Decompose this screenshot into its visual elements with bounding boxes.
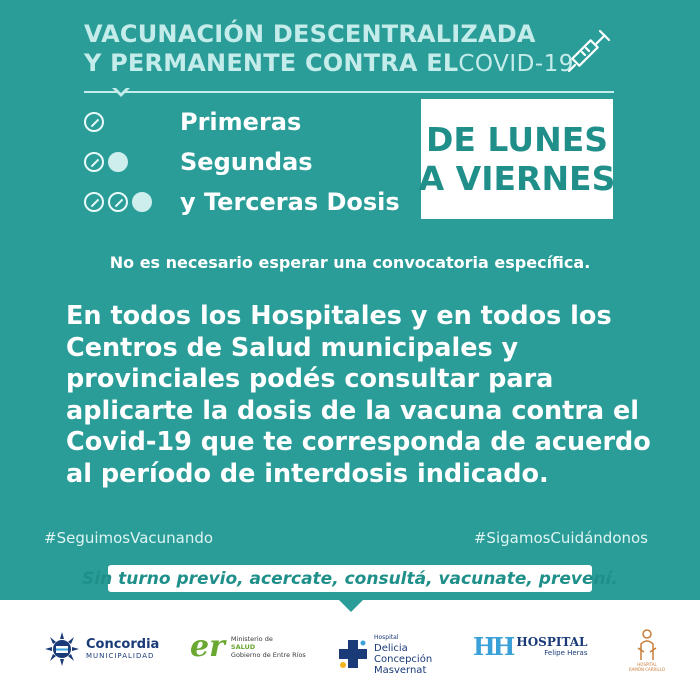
days-badge	[418, 99, 616, 219]
main-message-line: Covid-19 que te corresponda de acuerdo	[66, 427, 651, 457]
delicia-line-0: Hospital	[374, 634, 399, 641]
concordia-logo	[44, 632, 159, 666]
family-figure-icon	[635, 628, 659, 662]
cta-banner	[82, 565, 618, 592]
dose-label: y Terceras Dosis	[180, 188, 400, 216]
ministry-line-3: Gobierno de Entre Ríos	[230, 651, 306, 659]
ministry-mark: er	[190, 629, 225, 664]
title-line-1: VACUNACIÓN DESCENTRALIZADA	[84, 20, 536, 48]
footer-notch	[339, 600, 363, 612]
ministry-line-2: SALUD	[230, 643, 256, 651]
title-line-2-light: COVID-19	[458, 51, 574, 77]
delicia-line-2: Concepción	[374, 654, 433, 665]
days-line-2: A VIERNES	[418, 159, 616, 198]
hashtag-sigamos: #SigamosCuidándonos	[473, 529, 648, 547]
delicia-line-3: Masvernat	[374, 665, 427, 676]
header-title	[84, 20, 644, 79]
concordia-sub: MUNICIPALIDAD	[86, 652, 155, 660]
used-dose-icon	[84, 152, 104, 172]
syringe-icon	[566, 24, 616, 74]
used-dose-icon	[84, 192, 104, 212]
main-message-line: provinciales podés consultar para	[66, 364, 554, 394]
concordia-sun-icon	[44, 632, 80, 666]
new-dose-icon	[108, 152, 128, 172]
ministry-line-1: Ministerio de	[230, 635, 273, 643]
ramon-carrillo-logo	[624, 628, 670, 672]
header-rule	[84, 91, 614, 93]
main-message-line: al período de interdosis indicado.	[66, 458, 549, 489]
dose-label: Segundas	[180, 148, 313, 176]
notice-text: No es necesario esperar una convocatoria específica.	[109, 253, 591, 272]
main-message-line: En todos los Hospitales y en todos los	[66, 301, 612, 331]
heras-mark-icon: HH	[473, 632, 513, 661]
delicia-logo	[338, 632, 432, 676]
main-message-line: aplicarte la dosis de la vacuna contra el	[66, 395, 640, 426]
dose-icons	[84, 152, 128, 172]
ministry-text	[231, 635, 306, 659]
ramon-line-2: RAMÓN CARRILLO	[629, 667, 665, 672]
new-dose-icon	[132, 192, 152, 212]
ministry-logo	[190, 629, 306, 664]
dose-icons	[84, 112, 104, 132]
main-message-line: Centros de Salud municipales y	[66, 332, 519, 363]
concordia-text	[86, 638, 159, 660]
main-message	[66, 301, 686, 490]
title-line-2-bold: Y PERMANENTE CONTRA EL	[84, 49, 459, 77]
days-line-1: DE LUNES	[426, 120, 608, 159]
ramon-text	[624, 662, 670, 672]
concordia-name: Concordia	[86, 637, 160, 652]
heras-text	[516, 636, 587, 657]
heras-sub: Felipe Heras	[544, 649, 588, 657]
header-pointer	[112, 88, 130, 97]
heras-name: HOSPITAL	[516, 635, 588, 649]
heras-logo	[473, 632, 587, 661]
used-dose-icon	[108, 192, 128, 212]
cta-text: Sin turno previo, acercate, consultá, vacunate, prevení.	[82, 568, 618, 589]
delicia-line-1: Delicia	[374, 643, 408, 654]
ramon-line-1: HOSPITAL	[637, 662, 657, 667]
delicia-text	[374, 632, 432, 676]
dose-label: Primeras	[180, 108, 302, 136]
medical-cross-icon	[338, 638, 368, 670]
dose-icons	[84, 192, 152, 212]
title-line-2	[84, 49, 644, 79]
hashtag-seguimos: #SeguimosVacunando	[44, 529, 214, 547]
used-dose-icon	[84, 112, 104, 132]
